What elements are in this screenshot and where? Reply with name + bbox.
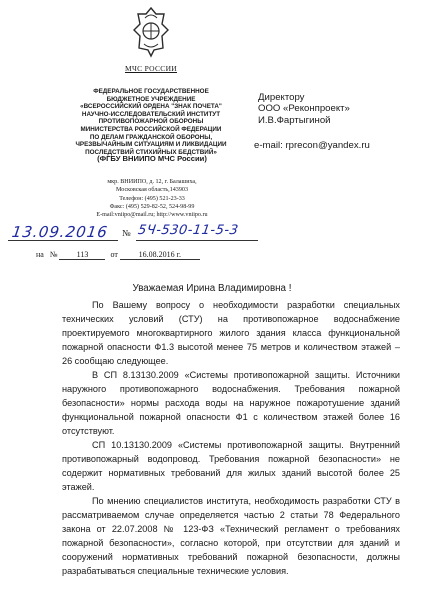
- contact-address: мкр. ВНИИПО, д. 12, г. Балашиха,: [107, 179, 197, 185]
- paragraph: СП 10.13130.2009 «Системы противопожарной защиты. Внутренний противопожарный водопровод. Требования пожарной безопасности» не содержит нормативных требований для жилых зданий высотой более 25 этажей.: [62, 440, 400, 492]
- letter-body: [62, 298, 400, 578]
- org-line: «ВСЕРОССИЙСКИЙ ОРДЕНА "ЗНАК ПОЧЕТА": [80, 103, 222, 111]
- outgoing-number-row: [4, 223, 304, 245]
- contact-phone: Телефон: (495) 521-23-33: [119, 195, 185, 202]
- reference-row: [36, 250, 200, 260]
- ministry-short-name: МЧС РОССИИ: [124, 64, 178, 73]
- outgoing-number-handwritten: 5Ч-530-11-5-3: [136, 223, 240, 238]
- number-underline: [136, 240, 258, 241]
- org-line: ПО ДЕЛАМ ГРАЖДАНСКОЙ ОБОРОНЫ,: [89, 133, 213, 141]
- ref-date: 16.08.2016 г.: [120, 250, 200, 260]
- org-line: ПРОТИВОПОЖАРНОЙ ОБОРОНЫ: [98, 118, 204, 126]
- contact-fax: Факс: (495) 529-82-52, 524-98-99: [109, 203, 195, 210]
- org-line: ФЕДЕРАЛЬНОЕ ГОСУДАРСТВЕННОЕ: [93, 88, 209, 95]
- contact-email-web: E-mail:vniipo@mail.ru; http://www.vniipo.ru: [96, 212, 208, 219]
- paragraph: По Вашему вопросу о необходимости разработки специальных технических условий (СТУ) на противопожарное водоснабжение проектируемого многоквартирного жилого здания класса функциональной пожарной опасности Ф1.3 высотой менее 75 метров и количеством этажей – 26 сообщаю следующее.: [62, 300, 400, 366]
- paragraph: По мнению специалистов института, необходимость разработки СТУ в рассматриваемом случае определяется частью 2 статьи 78 Федерального закона от 22.07.2008 № 123-ФЗ «Технический регламент о требованиях пожарной безопасности», согласно которой, при отсутствии для зданий и сооружений нормативных требований пожарной безопасности, должны разрабатываться специальные технические условия.: [62, 496, 400, 576]
- org-line: ЧРЕЗВЫЧАЙНЫМ СИТУАЦИЯМ И ЛИКВИДАЦИИ: [75, 141, 227, 149]
- ref-number: 113: [59, 250, 105, 260]
- organization-abbreviation: (ФГБУ ВНИИПО МЧС России): [97, 154, 207, 163]
- outgoing-number-label: №: [122, 228, 131, 238]
- outgoing-date-handwritten: 13.09.2016: [10, 223, 110, 241]
- recipient-email: e-mail: rprecon@yandex.ru: [254, 140, 370, 151]
- ref-from-label: от: [110, 250, 118, 259]
- recipient-block: [258, 92, 418, 126]
- ref-number-label: №: [49, 250, 58, 259]
- ref-prefix: на: [36, 250, 44, 259]
- recipient-company: ООО «Реконпроект»: [258, 103, 350, 115]
- org-line: НАУЧНО-ИССЛЕДОВАТЕЛЬСКИЙ ИНСТИТУТ: [81, 110, 221, 118]
- organization-name: [55, 88, 247, 156]
- ministry-emblem-icon: [132, 6, 170, 58]
- paragraph: В СП 8.13130.2009 «Системы противопожарной защиты. Источники наружного противопожарного водоснабжения. Требования пожарной безопасности» нормы расхода воды на наружное пожаротушение зданий функциональной пожарной опасности Ф1 с количеством этажей более 16 отсутствуют.: [62, 370, 400, 436]
- org-line: МИНИСТЕРСТВА РОССИЙСКОЙ ФЕДЕРАЦИИ: [80, 125, 222, 133]
- salutation: Уважаемая Ирина Владимировна !: [132, 283, 292, 294]
- recipient-position: Директору: [258, 92, 305, 103]
- recipient-name: И.В.Фартыгиной: [258, 114, 331, 126]
- contact-region: Московская область,143903: [115, 187, 188, 194]
- organization-contacts: [60, 178, 244, 219]
- org-line: БЮДЖЕТНОЕ УЧРЕЖДЕНИЕ: [106, 95, 196, 103]
- org-line: ПОСЛЕДСТВИЙ СТИХИЙНЫХ БЕДСТВИЙ»: [85, 148, 217, 156]
